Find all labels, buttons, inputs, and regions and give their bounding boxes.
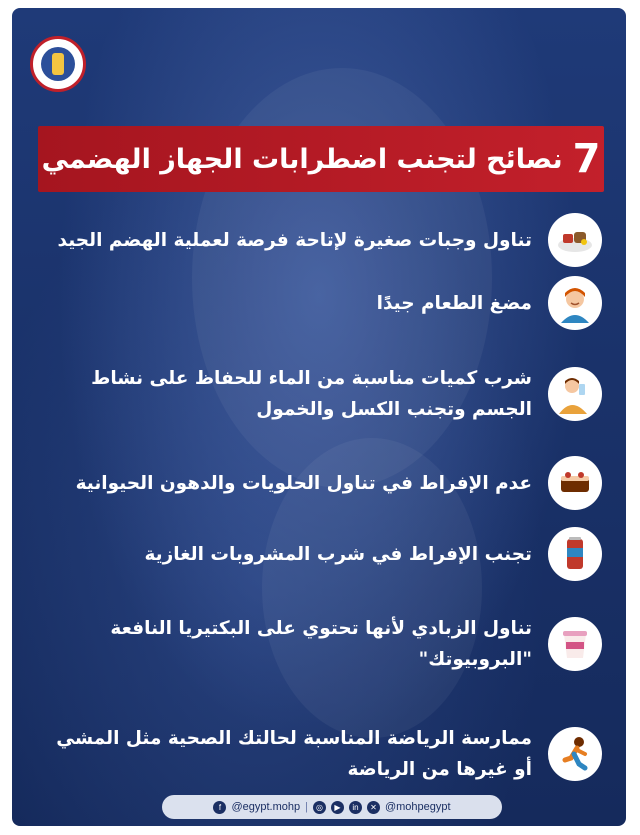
soda-can-icon: [548, 527, 602, 581]
instagram-icon[interactable]: ◎: [313, 801, 326, 814]
tip-text: تناول الزبادي لأنها تحتوي على البكتيريا النافعة "البروبيوتك": [110, 618, 532, 670]
tip-text: تجنب الإفراط في شرب المشروبات الغازية: [144, 543, 532, 565]
tip-text: مضغ الطعام جيدًا: [376, 292, 532, 314]
x-icon[interactable]: ✕: [367, 801, 380, 814]
footer-separator: |: [305, 801, 308, 813]
ministry-emblem-icon: [41, 47, 75, 81]
tip-item-4: [42, 456, 602, 510]
sweets-icon: [548, 456, 602, 510]
title-number: 7: [572, 136, 601, 182]
tip-item-3: [42, 363, 602, 425]
tip-text: عدم الإفراط في تناول الحلويات والدهون الحيوانية: [75, 472, 532, 494]
youtube-icon[interactable]: ▶: [331, 801, 344, 814]
chewing-person-icon: [548, 276, 602, 330]
facebook-icon[interactable]: f: [213, 801, 226, 814]
drinking-water-icon: [548, 367, 602, 421]
facebook-handle[interactable]: @egypt.mohp: [231, 801, 301, 813]
meal-plate-icon: [548, 213, 602, 267]
tip-item-6: [42, 613, 602, 675]
tip-text: شرب كميات مناسبة من الماء للحفاظ على نشاط الجسم وتجنب الكسل والخمول: [91, 368, 532, 420]
tip-item-2: [42, 276, 602, 330]
infographic-poster: [12, 8, 626, 826]
running-person-icon: [548, 727, 602, 781]
linkedin-icon[interactable]: in: [349, 801, 362, 814]
tip-text: تناول وجبات صغيرة لإتاحة فرصة لعملية الهضم الجيد: [57, 229, 532, 251]
tip-item-1: [42, 213, 602, 267]
tip-item-5: [42, 527, 602, 581]
ministry-logo: [30, 36, 86, 92]
yogurt-cup-icon: [548, 617, 602, 671]
tip-text: ممارسة الرياضة المناسبة لحالتك الصحية مثل المشي أو غيرها من الرياضة: [56, 728, 532, 780]
social-handle[interactable]: @mohpegypt: [384, 801, 451, 813]
social-footer: [162, 795, 502, 819]
tip-item-7: [42, 723, 602, 785]
title-banner: [38, 126, 604, 192]
page-title: نصائح لتجنب اضطرابات الجهاز الهضمي: [41, 143, 563, 175]
